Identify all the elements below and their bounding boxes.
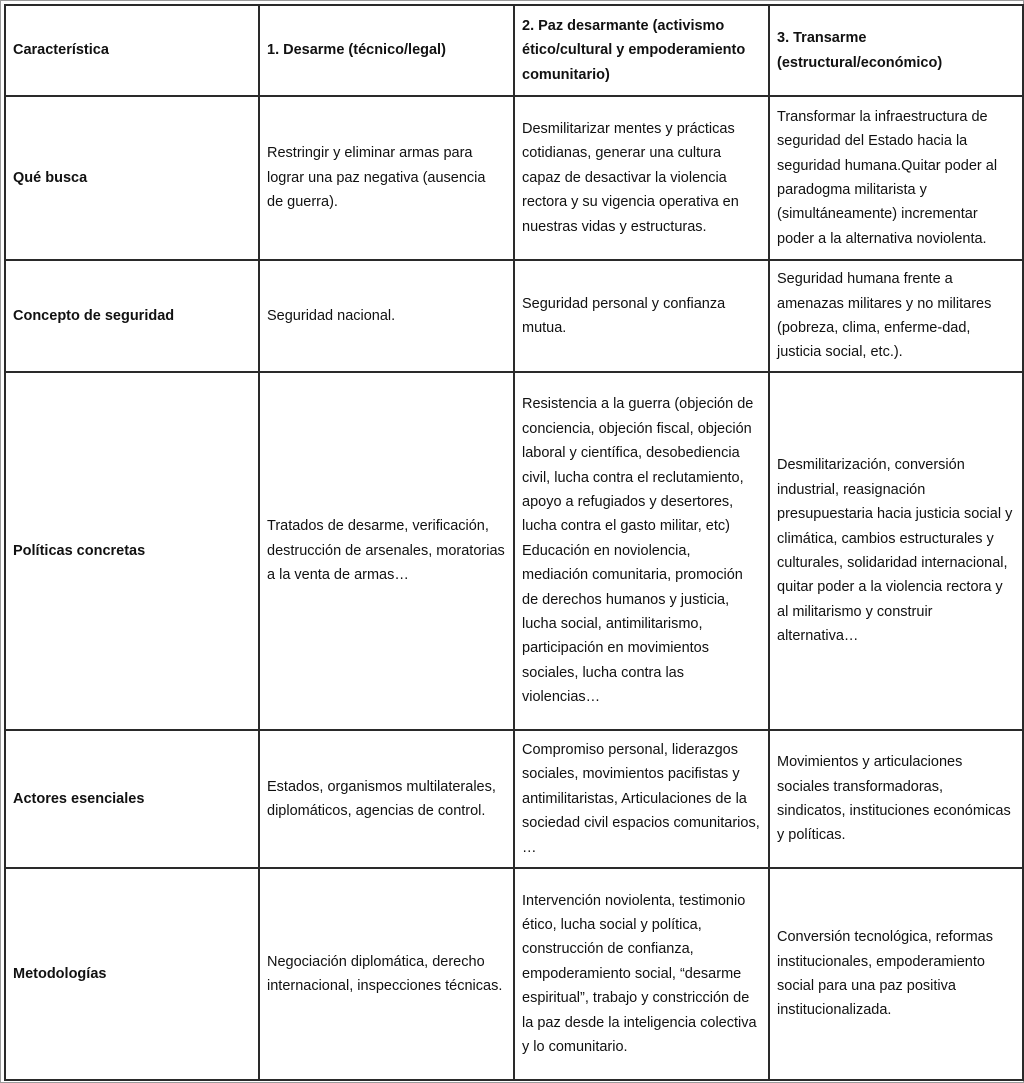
cell-transarme: Desmilitarización, conversión industrial, reasignación presupuestaria hacia justicia social y climática, cambios estructurales y culturales, solidaridad internacional, quitar poder a la violencia rectora y al militarismo y construir alternativa…: [769, 372, 1023, 730]
header-caracteristica: Característica: [5, 5, 259, 96]
row-label-que-busca: Qué busca: [5, 96, 259, 260]
cell-desarme: Negociación diplomática, derecho internacional, inspecciones técnicas.: [259, 868, 514, 1080]
cell-desarme: Restringir y eliminar armas para lograr una paz negativa (ausencia de guerra).: [259, 96, 514, 260]
table-row: [5, 868, 1023, 1080]
cell-paz-desarmante: Resistencia a la guerra (objeción de conciencia, objeción fiscal, objeción laboral y científica, desobediencia civil, lucha contra el reclutamiento, apoyo a refugiados y desertores, lucha contra el gasto militar, etc) Educación en noviolencia, mediación comunitaria, promoción de derechos humanos y justicia, lucha social, antimilitarismo, participación en movimientos sociales, lucha contra las violencias…: [514, 372, 769, 730]
table-row: [5, 730, 1023, 868]
table-row: [5, 96, 1023, 260]
row-label-metodologias: Metodologías: [5, 868, 259, 1080]
header-paz-desarmante: 2. Paz desarmante (activismo ético/cultural y empoderamiento comunitario): [514, 5, 769, 96]
table-header-row: [5, 5, 1023, 96]
row-label-concepto-de-seguridad: Concepto de seguridad: [5, 260, 259, 372]
cell-paz-desarmante: Compromiso personal, liderazgos sociales, movimientos pacifistas y antimilitaristas, Articulaciones de la sociedad civil espacios comunitarios, …: [514, 730, 769, 868]
cell-transarme: Conversión tecnológica, reformas institucionales, empoderamiento social para una paz positiva institucionalizada.: [769, 868, 1023, 1080]
row-label-actores-esenciales: Actores esenciales: [5, 730, 259, 868]
cell-paz-desarmante: Seguridad personal y confianza mutua.: [514, 260, 769, 372]
cell-paz-desarmante: Intervención noviolenta, testimonio ético, lucha social y política, construcción de confianza, empoderamiento social, “desarme espiritual”, trabajo y constricción de la paz desde la inteligencia colectiva y lo comunitario.: [514, 868, 769, 1080]
header-desarme: 1. Desarme (técnico/legal): [259, 5, 514, 96]
cell-transarme: Seguridad humana frente a amenazas militares y no militares (pobreza, clima, enferme-dad, justicia social, etc.).: [769, 260, 1023, 372]
comparison-table: [4, 4, 1024, 1081]
header-transarme: 3. Transarme (estructural/económico): [769, 5, 1023, 96]
cell-transarme: Movimientos y articulaciones sociales transformadoras, sindicatos, instituciones económicas y políticas.: [769, 730, 1023, 868]
cell-desarme: Seguridad nacional.: [259, 260, 514, 372]
table-row: [5, 372, 1023, 730]
cell-transarme: Transformar la infraestructura de seguridad del Estado hacia la seguridad humana.Quitar poder al paradogma militarista y (simultáneamente) incrementar poder a la alternativa noviolenta.: [769, 96, 1023, 260]
cell-paz-desarmante: Desmilitarizar mentes y prácticas cotidianas, generar una cultura capaz de desactivar la violencia rectora y su vigencia operativa en nuestras vidas y estructuras.: [514, 96, 769, 260]
table-row: [5, 260, 1023, 372]
cell-desarme: Estados, organismos multilaterales, diplomáticos, agencias de control.: [259, 730, 514, 868]
row-label-politicas-concretas: Políticas concretas: [5, 372, 259, 730]
cell-desarme: Tratados de desarme, verificación, destrucción de arsenales, moratorias a la venta de armas…: [259, 372, 514, 730]
